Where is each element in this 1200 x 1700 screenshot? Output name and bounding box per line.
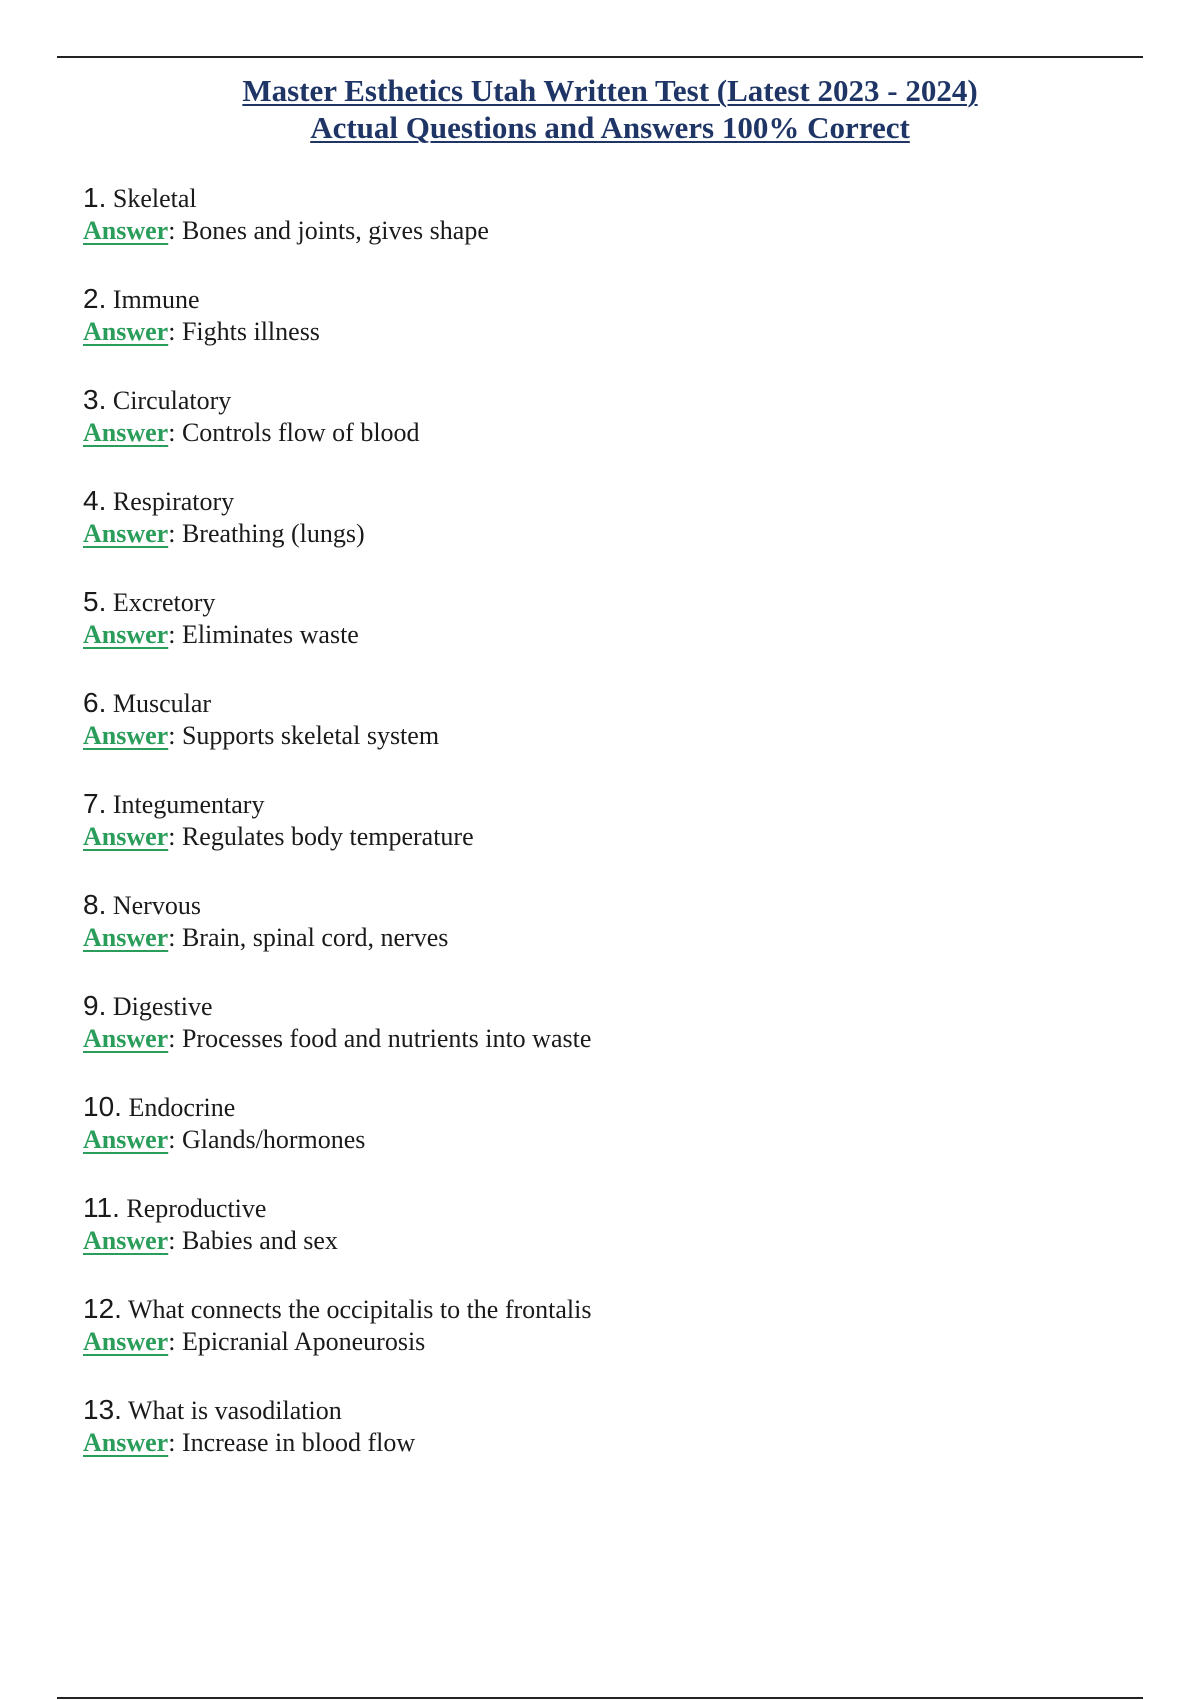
qa-item (83, 686, 1133, 787)
question-text: Reproductive (126, 1194, 267, 1223)
answer-label: Answer (83, 317, 169, 346)
answer-label: Answer (83, 1428, 169, 1457)
answer-label: Answer (83, 1024, 169, 1053)
question-text: Excretory (112, 588, 216, 617)
answer-label: Answer (83, 1226, 169, 1255)
answer-label: Answer (83, 519, 169, 548)
answer-text: Epicranial Aponeurosis (181, 1327, 426, 1356)
answer-line: Answer: Bones and joints, gives shape (83, 216, 489, 245)
question-line (83, 989, 1133, 1023)
question-text: Immune (112, 285, 200, 314)
title-line-2: Actual Questions and Answers 100% Correct (310, 110, 910, 145)
question-line (83, 484, 1133, 518)
answer-label: Answer (83, 620, 169, 649)
answer-text: Eliminates waste (181, 620, 359, 649)
question-number: 3. (83, 384, 107, 415)
question-text: Circulatory (112, 386, 232, 415)
qa-item (83, 989, 1133, 1090)
answer-text: Babies and sex (181, 1226, 338, 1255)
question-number: 9. (83, 990, 107, 1021)
question-text: Endocrine (128, 1093, 236, 1122)
qa-item (83, 282, 1133, 383)
answer-text: Fights illness (181, 317, 320, 346)
question-line (83, 1393, 1133, 1427)
answer-line: Answer: Glands/hormones (83, 1125, 366, 1154)
answer-line: Answer: Epicranial Aponeurosis (83, 1327, 426, 1356)
answer-label: Answer (83, 923, 169, 952)
answer-text: Supports skeletal system (181, 721, 440, 750)
question-line (83, 181, 1133, 215)
bottom-rule (57, 1697, 1143, 1699)
question-number: 4. (83, 485, 107, 516)
question-line (83, 686, 1133, 720)
question-number: 8. (83, 889, 107, 920)
document-title (0, 72, 1200, 146)
question-line (83, 282, 1133, 316)
question-number: 5. (83, 586, 107, 617)
qa-item (83, 1191, 1133, 1292)
answer-text: Bones and joints, gives shape (181, 216, 489, 245)
qa-item (83, 1292, 1133, 1393)
answer-label: Answer (83, 822, 169, 851)
question-number: 12. (83, 1293, 122, 1324)
question-line (83, 383, 1133, 417)
answer-text: Increase in blood flow (181, 1428, 416, 1457)
answer-line: Answer: Breathing (lungs) (83, 519, 365, 548)
question-number: 7. (83, 788, 107, 819)
qa-item (83, 585, 1133, 686)
qa-list (83, 181, 1133, 1494)
answer-label: Answer (83, 721, 169, 750)
question-number: 6. (83, 687, 107, 718)
answer-line: Answer: Increase in blood flow (83, 1428, 416, 1457)
answer-text: Processes food and nutrients into waste (181, 1024, 592, 1053)
question-text: Digestive (112, 992, 213, 1021)
answer-line: Answer: Supports skeletal system (83, 721, 440, 750)
answer-text: Breathing (lungs) (181, 519, 365, 548)
answer-label: Answer (83, 216, 169, 245)
answer-text: Brain, spinal cord, nerves (181, 923, 449, 952)
answer-line: Answer: Regulates body temperature (83, 822, 474, 851)
answer-label: Answer (83, 1125, 169, 1154)
qa-item (83, 1090, 1133, 1191)
top-rule (57, 56, 1143, 58)
qa-item (83, 787, 1133, 888)
qa-item (83, 1393, 1133, 1494)
qa-item (83, 484, 1133, 585)
question-line (83, 1191, 1133, 1225)
question-text: Nervous (112, 891, 201, 920)
answer-line: Answer: Processes food and nutrients into waste (83, 1024, 592, 1053)
question-line (83, 1090, 1133, 1124)
qa-item (83, 383, 1133, 484)
question-text: Muscular (112, 689, 212, 718)
question-text: What is vasodilation (127, 1396, 342, 1425)
answer-line: Answer: Brain, spinal cord, nerves (83, 923, 449, 952)
question-line (83, 787, 1133, 821)
title-line-1: Master Esthetics Utah Written Test (Latest 2023 - 2024) (242, 73, 978, 108)
answer-line: Answer: Babies and sex (83, 1226, 338, 1255)
question-number: 11. (83, 1192, 120, 1223)
qa-item (83, 888, 1133, 989)
question-line (83, 888, 1133, 922)
question-text: Skeletal (112, 184, 197, 213)
question-line (83, 585, 1133, 619)
answer-label: Answer (83, 1327, 169, 1356)
question-line (83, 1292, 1133, 1326)
qa-item (83, 181, 1133, 282)
question-number: 10. (83, 1091, 122, 1122)
question-text: What connects the occipitalis to the frontalis (127, 1295, 592, 1324)
answer-text: Regulates body temperature (181, 822, 474, 851)
question-number: 1. (83, 182, 107, 213)
answer-text: Controls flow of blood (181, 418, 420, 447)
answer-line: Answer: Eliminates waste (83, 620, 359, 649)
question-text: Integumentary (112, 790, 265, 819)
answer-line: Answer: Controls flow of blood (83, 418, 420, 447)
answer-line: Answer: Fights illness (83, 317, 320, 346)
answer-text: Glands/hormones (181, 1125, 366, 1154)
question-text: Respiratory (112, 487, 235, 516)
answer-label: Answer (83, 418, 169, 447)
question-number: 13. (83, 1394, 122, 1425)
question-number: 2. (83, 283, 107, 314)
